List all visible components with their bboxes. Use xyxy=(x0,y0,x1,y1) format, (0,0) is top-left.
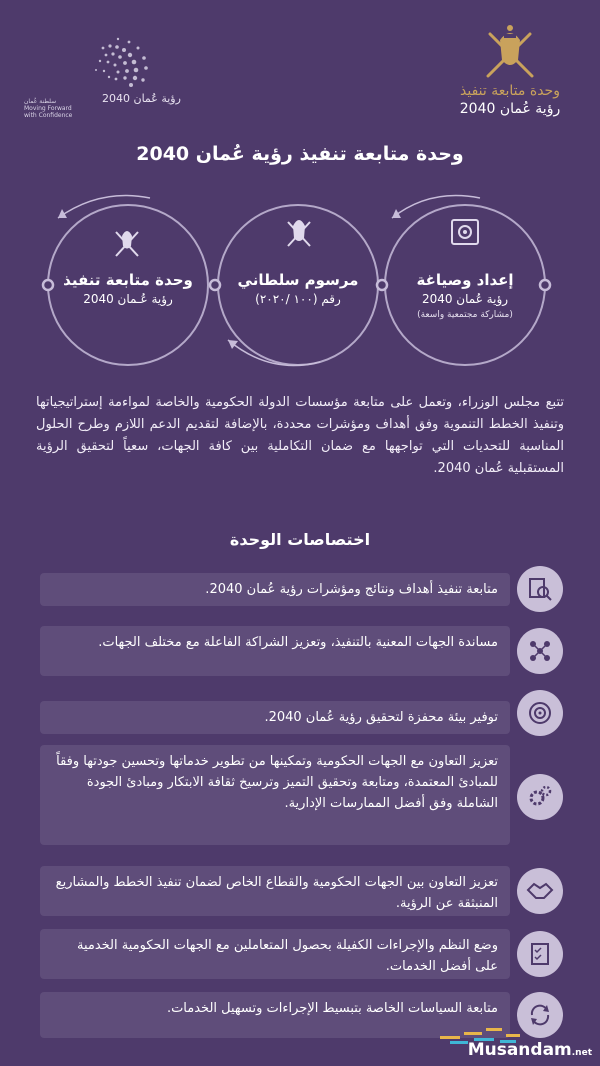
list-item: مساندة الجهات المعنية بالتنفيذ، وتعزيز الشراكة الفاعلة مع مختلف الجهات. xyxy=(40,626,510,676)
intro-paragraph: تتبع مجلس الوزراء، وتعمل على متابعة مؤسسات الدولة الحكومية والخاصة لمواءمة إستراتيجياتها وتنفيذ الخطط التنموية وفق أهداف ومؤشرات محددة، بالإضافة لتقديم الدعم اللازم وطرح الحلول المناسبة للتحديات التي تواجهها مع ضمان التكاملية بين كافة الجهات، سعياً لتحقيق الرؤية المستقبلية عُمان 2040. xyxy=(36,395,564,476)
checklist-icon xyxy=(517,931,563,977)
vision-logo-subtitle-en: Moving Forward with Confidence xyxy=(24,105,73,119)
cycle-step-unit-sub: رؤية عُـمان 2040 xyxy=(83,292,173,306)
cycle-step-preparation-title: إعداد وصياغة xyxy=(416,271,514,289)
vision-logo-subtitle-ar: سلطنة عُمان xyxy=(24,98,57,105)
list-item: متابعة تنفيذ أهداف ونتائج ومؤشرات رؤية عُمان 2040. xyxy=(40,573,510,606)
khanjar-emblem-icon xyxy=(113,226,141,258)
list-item: تعزيز التعاون بين الجهات الحكومية والقطاع الخاص لضمان تنفيذ الخطط والمشاريع المنبثقة عن الرؤية. xyxy=(40,866,510,916)
oman-emblem-icon xyxy=(478,20,542,84)
watermark-suffix: .net xyxy=(571,1048,592,1058)
royal-emblem-icon xyxy=(284,212,314,250)
cycle-step-preparation-sub: رؤية عُمان 2040 xyxy=(421,292,509,306)
target-icon xyxy=(517,690,563,736)
unit-logo-line1: وحدة متابعة تنفيذ xyxy=(460,83,560,99)
list-item: متابعة السياسات الخاصة بتبسيط الإجراءات وتسهيل الخدمات. xyxy=(40,992,510,1038)
unit-logo-text xyxy=(440,82,580,118)
list-item: تعزيز التعاون مع الجهات الحكومية وتمكينها من تطوير خدماتها وتحسين جودتها وفقاً للمبادئ المعتمدة، ومتابعة وتحقيق التميز وترسيخ ثقافة الابتكار ومبادئ الجودة الشاملة وفق أفضل الممارسات الإدارية. xyxy=(40,745,510,845)
partnership-network-icon xyxy=(517,628,563,674)
gears-icon xyxy=(517,774,563,820)
list-item: وضع النظم والإجراءات الكفيلة بحصول المتعاملين مع الجهات الحكومية الخدمية على أفضل الخدمات. xyxy=(40,929,510,979)
cycle-step-decree-sub: رقم (١٠٠ /٢٠٢٠) xyxy=(255,292,341,306)
cycle-step-preparation-note: (مشاركة مجتمعية واسعة) xyxy=(417,310,513,320)
settings-gear-icon xyxy=(449,215,483,249)
handshake-icon xyxy=(517,868,563,914)
page-title: وحدة متابعة تنفيذ رؤية عُمان 2040 xyxy=(136,143,464,165)
section-title: اختصاصات الوحدة xyxy=(229,530,371,549)
cycle-step-preparation xyxy=(390,270,540,322)
cycle-step-unit xyxy=(53,270,203,308)
cycle-step-unit-title: وحدة متابعة تنفيذ xyxy=(63,271,193,289)
cycle-step-decree-title: مرسوم سلطاني xyxy=(237,271,359,289)
cycle-step-decree xyxy=(223,270,373,308)
watermark-name: Musandam xyxy=(467,1040,572,1060)
vision-logo-text: رؤية عُمان 2040 xyxy=(102,92,181,105)
list-item: توفير بيئة محفزة لتحقيق رؤية عُمان 2040. xyxy=(40,701,510,734)
watermark xyxy=(468,1040,592,1060)
magnifier-document-icon xyxy=(517,566,563,612)
vision-logo-subtitle xyxy=(24,98,84,119)
unit-logo-line2: رؤية عُمان 2040 xyxy=(459,101,561,117)
